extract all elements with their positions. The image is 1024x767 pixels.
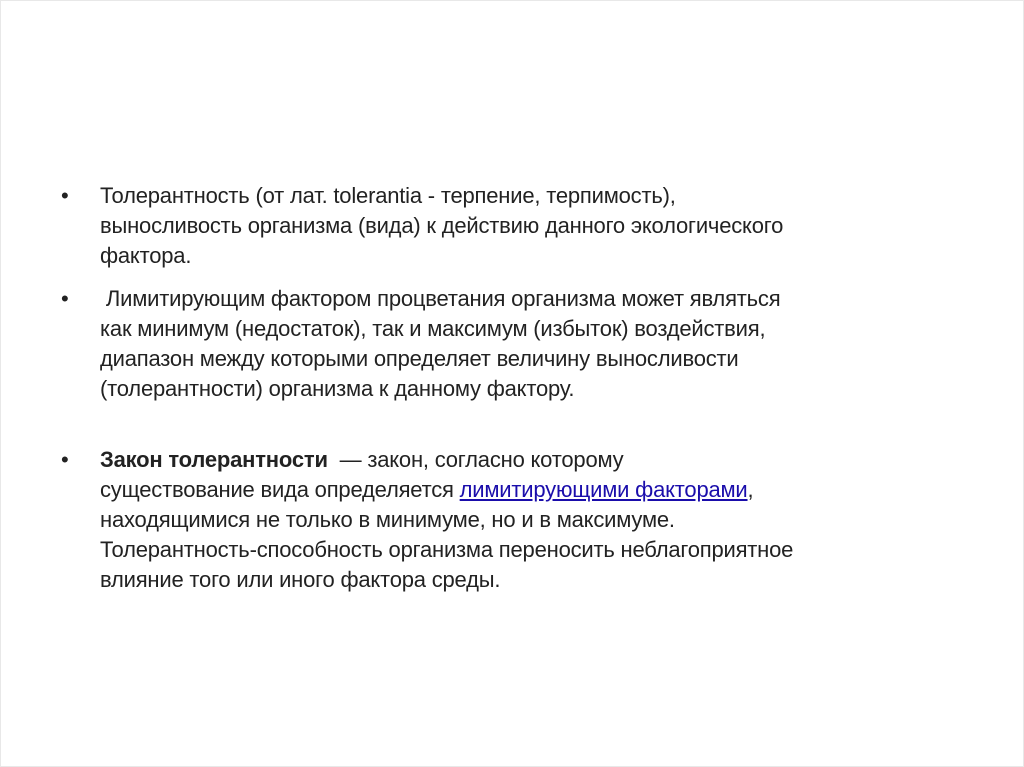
term-tolerance-law: Закон толерантности: [100, 447, 328, 472]
text-line: находящимися не только в минимуме, но и в максимуме.: [100, 507, 675, 532]
text-line: влияние того или иного фактора среды.: [100, 567, 501, 592]
text-segment: существование вида определяется: [100, 477, 460, 502]
text-line: (толерантности) организма к данному фактору.: [100, 376, 575, 401]
bullet-dot-icon: •: [61, 183, 69, 208]
text-line: фактора.: [100, 243, 192, 268]
text-line: [100, 475, 961, 505]
text-line: как минимум (недостаток), так и максимум (избыток) воздействия,: [100, 316, 766, 341]
bullet-dot-icon: •: [61, 447, 69, 472]
bullet-dot-icon: •: [61, 286, 69, 311]
text-line: Толерантность (от лат. tolerantia - терпение, терпимость),: [100, 183, 676, 208]
text-line: Лимитирующим фактором процветания организма может являться: [100, 286, 781, 311]
text-segment: ,: [747, 477, 754, 502]
bullet-item-tolerance-definition: [61, 181, 961, 271]
limiting-factors-link[interactable]: лимитирующими факторами: [459, 477, 748, 502]
bullet-item-limiting-factor: [61, 284, 961, 404]
text-line: [100, 445, 961, 475]
text-line: выносливость организма (вида) к действию данного экологического: [100, 213, 784, 238]
text-segment: — закон, согласно которому: [327, 447, 624, 472]
text-line: диапазон между которыми определяет величину выносливости: [100, 346, 739, 371]
bullet-list: [61, 181, 961, 595]
bullet-item-tolerance-law: [61, 445, 961, 595]
text-line: Толерантность-способность организма переносить неблагоприятное: [100, 537, 794, 562]
